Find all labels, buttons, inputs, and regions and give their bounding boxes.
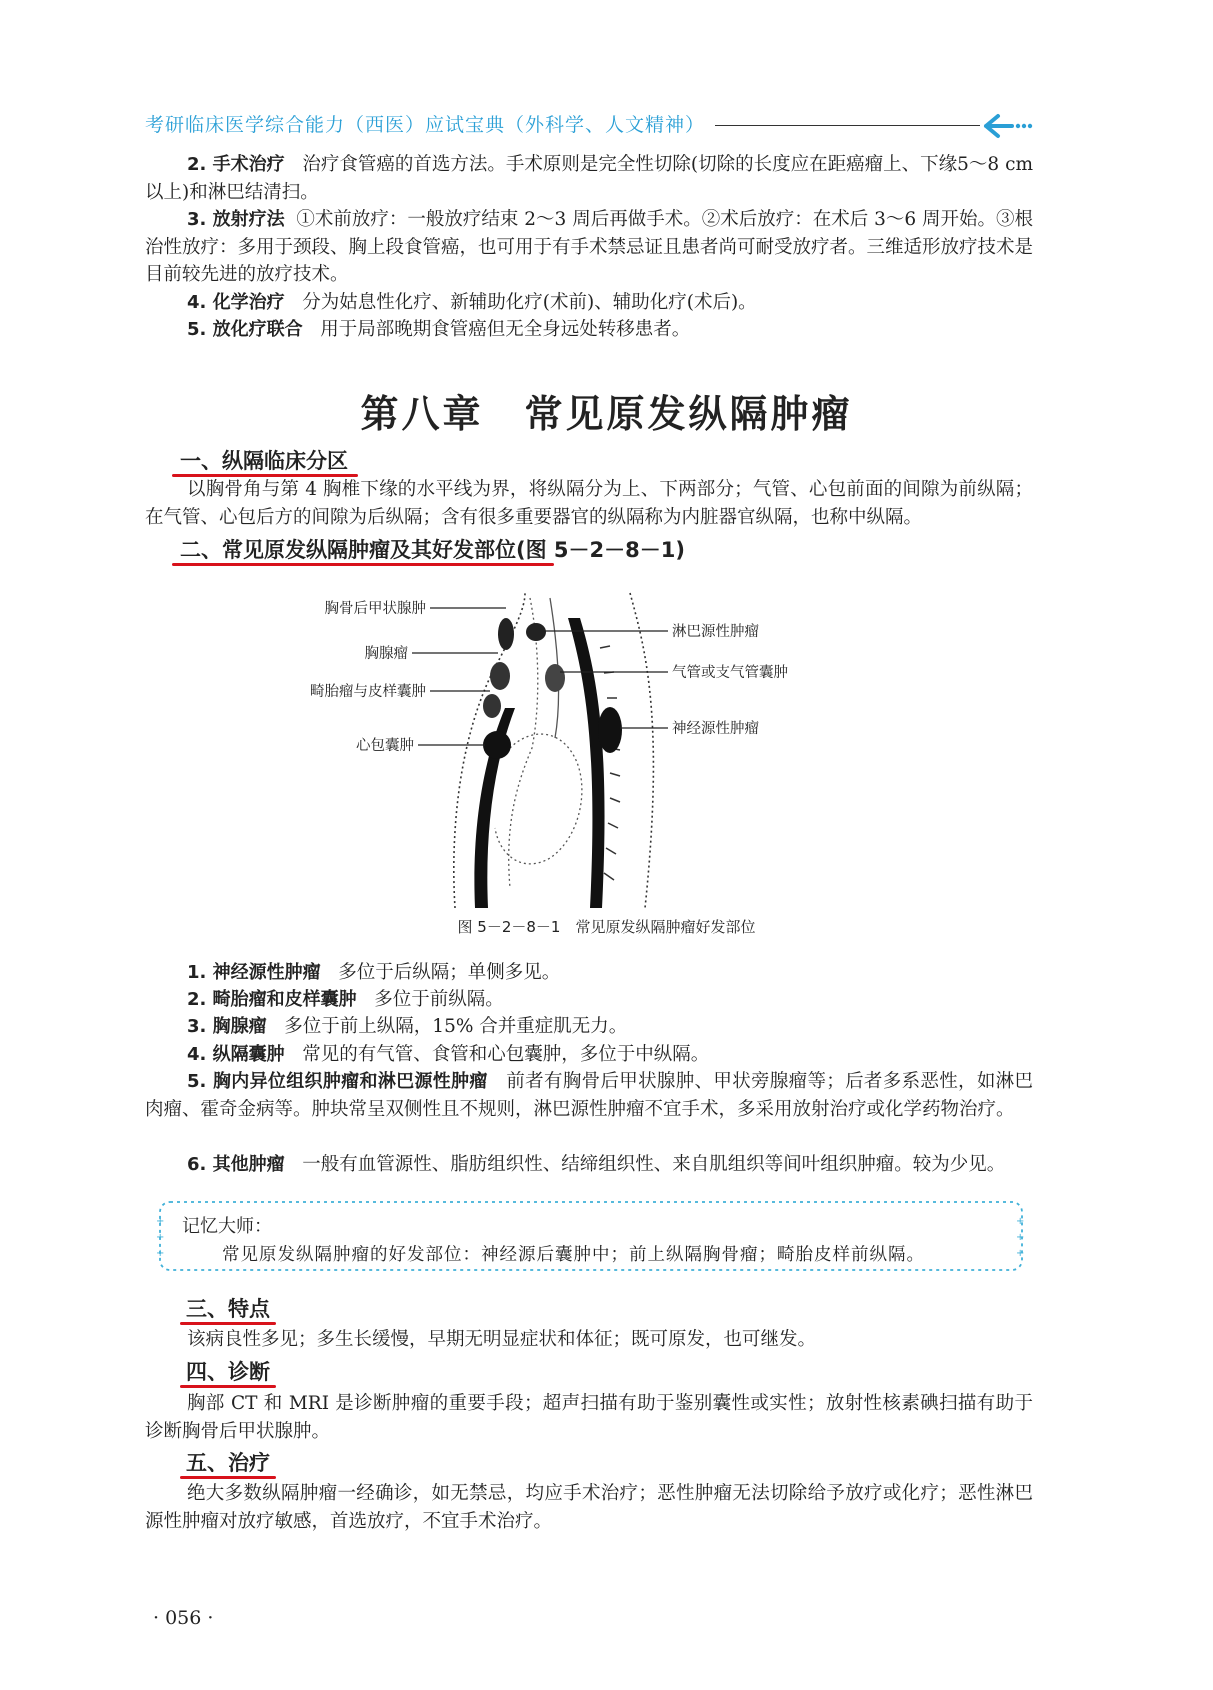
back-arrow-icon (982, 112, 1032, 140)
section-5-text: 绝大多数纵隔肿瘤一经确诊，如无禁忌，均应手术治疗；恶性肿瘤无法切除给予放疗或化疗；恶性淋巴源性肿瘤对放疗敏感，首选放疗，不宜手术治疗。 (145, 1483, 1033, 1532)
mediastinal-tumor-diagram (300, 588, 900, 918)
treatment-item (145, 289, 1033, 317)
item-text: 前者有胸骨后甲状腺肿、甲状旁腺瘤等；后者多系恶性，如淋巴肉瘤、霍奇金病等。肿块常呈双侧性且不规则，淋巴源性肿瘤不宜手术，多采用放射治疗或化学药物治疗。 (145, 1071, 1033, 1120)
treatment-item (145, 151, 1033, 206)
section-heading-3: 三、特点 (186, 1297, 270, 1321)
item-text: 多位于前纵隔。 (374, 989, 504, 1010)
section-heading-2-ref: (图 5－2－8－1) (516, 538, 685, 562)
fig-label-neurogenic-tumor: 神经源性肿瘤 (672, 721, 759, 737)
tumor-item (145, 1151, 1033, 1179)
red-underline (180, 1385, 276, 1388)
bronchogenic-cyst-mark (545, 664, 565, 692)
item-text: 用于局部晚期食管癌但无全身远处转移患者。 (320, 319, 691, 340)
item-text: 多位于前上纵隔，15% 合并重症肌无力。 (284, 1016, 628, 1037)
header-rule (715, 125, 980, 126)
tumor-item (145, 986, 1033, 1014)
svg-text:+: + (156, 1248, 165, 1259)
section-heading-1: 一、纵隔临床分区 (180, 449, 348, 473)
item-label: 2. 畸胎瘤和皮样囊肿 (187, 989, 357, 1010)
fig-label-retrosternal-goiter: 胸骨后甲状腺肿 (324, 601, 426, 617)
figure-caption: 图 5－2－8－1 常见原发纵隔肿瘤好发部位 (457, 918, 756, 936)
item-label: 5. 胸内异位组织肿瘤和淋巴源性肿瘤 (187, 1071, 488, 1092)
fig-label-lymphoma: 淋巴源性肿瘤 (672, 624, 759, 640)
running-header-title: 考研临床医学综合能力（西医）应试宝典（外科学、人文精神） (145, 114, 706, 136)
svg-text:+: + (1016, 1248, 1025, 1259)
svg-text:+: + (156, 1232, 165, 1243)
memo-text: 常见原发纵隔肿瘤的好发部位：神经源后囊肿中；前上纵隔胸骨瘤；畸胎皮样前纵隔。 (222, 1245, 925, 1265)
section-1-text: 以胸骨角与第 4 胸椎下缘的水平线为界，将纵隔分为上、下两部分；气管、心包前面的间隙为前纵隔；在气管、心包后方的间隙为后纵隔；含有很多重要器官的纵隔称为内脏器官纵隔，也称中纵隔。 (145, 479, 1033, 528)
item-label: 1. 神经源性肿瘤 (187, 962, 321, 983)
teratoma-mark (483, 694, 501, 718)
fig-label-bronchogenic-cyst: 气管或支气管囊肿 (672, 665, 788, 681)
item-label: 6. 其他肿瘤 (187, 1154, 285, 1175)
treatment-item (145, 206, 1033, 289)
red-underline (180, 1476, 276, 1479)
item-text: 一般有血管源性、脂肪组织性、结缔组织性、来自肌组织等间叶组织肿瘤。较为少见。 (302, 1154, 1006, 1175)
retrosternal-goiter-mark (498, 618, 514, 650)
item-text: 常见的有气管、食管和心包囊肿，多位于中纵隔。 (302, 1044, 710, 1065)
item-text: 治疗食管癌的首选方法。手术原则是完全性切除(切除的长度应在距癌瘤上、下缘5～8 cm 以上)和淋巴结清扫。 (145, 154, 1033, 203)
fig-label-pericardial-cyst: 心包囊肿 (356, 738, 414, 754)
fig-label-teratoma: 畸胎瘤与皮样囊肿 (310, 684, 426, 700)
section-heading-5: 五、治疗 (186, 1451, 270, 1475)
section-heading-2 (180, 534, 685, 564)
svg-text:+: + (1016, 1216, 1025, 1227)
section-4-text: 胸部 CT 和 MRI 是诊断肿瘤的重要手段；超声扫描有助于鉴别囊性或实性；放射性核素碘扫描有助于诊断胸骨后甲状腺肿。 (145, 1393, 1033, 1442)
treatment-item (145, 316, 1033, 344)
item-label: 3. 放射疗法 (187, 209, 285, 230)
memo-title: 记忆大师： (182, 1216, 272, 1237)
item-text: ①术前放疗：一般放疗结束 2～3 周后再做手术。②术后放疗：在术后 3～6 周开始。③根治性放疗：多用于颈段、胸上段食管癌，也可用于有手术禁忌证且患者尚可耐受放疗者。三维适形放疗技术是目前较先进的放疗技术。 (145, 209, 1034, 285)
red-underline (180, 1322, 276, 1325)
tumor-item (145, 1041, 1033, 1069)
page-number: · 056 · (153, 1607, 214, 1629)
svg-text:+: + (156, 1216, 165, 1227)
item-label: 3. 胸腺瘤 (187, 1016, 267, 1037)
tumor-item (145, 959, 1033, 987)
section-heading-4: 四、诊断 (186, 1360, 270, 1384)
red-underline (172, 563, 554, 566)
section-heading-2-text: 二、常见原发纵隔肿瘤及其好发部位 (180, 538, 516, 562)
item-text: 分为姑息性化疗、新辅助化疗(术前)、辅助化疗(术后)。 (302, 292, 757, 313)
neurogenic-tumor-mark (598, 707, 622, 753)
thymoma-mark (490, 662, 510, 690)
fig-label-thymoma: 胸腺瘤 (364, 646, 408, 662)
pericardial-cyst-mark (483, 731, 511, 759)
chapter-title: 第八章 常见原发纵隔肿瘤 (360, 391, 853, 436)
lymphoma-mark (526, 623, 546, 641)
item-label: 5. 放化疗联合 (187, 319, 303, 340)
tumor-item (145, 1013, 1033, 1041)
item-label: 4. 纵隔囊肿 (187, 1044, 285, 1065)
item-label: 2. 手术治疗 (187, 154, 285, 175)
item-text: 多位于后纵隔；单侧多见。 (338, 962, 561, 983)
svg-text:+: + (1016, 1232, 1025, 1243)
tumor-item (145, 1068, 1033, 1123)
item-label: 4. 化学治疗 (187, 292, 285, 313)
section-3-text: 该病良性多见；多生长缓慢，早期无明显症状和体征；既可原发，也可继发。 (187, 1329, 817, 1350)
